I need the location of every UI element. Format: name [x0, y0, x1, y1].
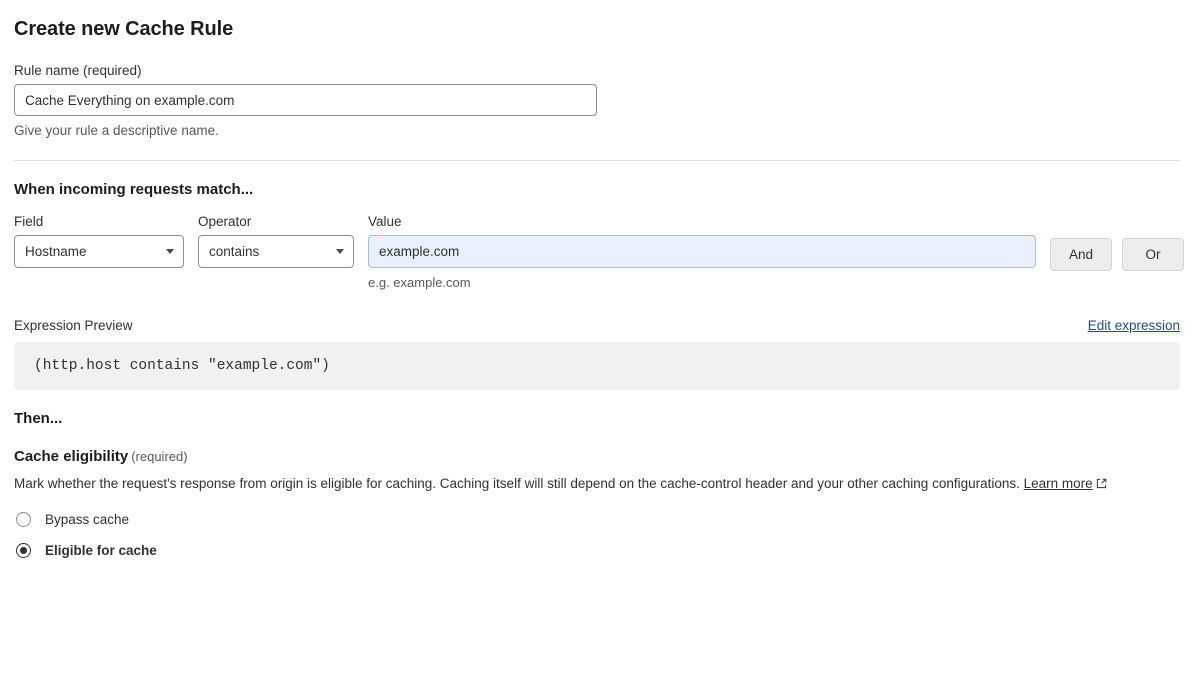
rule-name-help: Give your rule a descriptive name. [14, 123, 219, 138]
value-column [368, 214, 1036, 290]
match-section-title: When incoming requests match... [14, 181, 254, 198]
description-text: Mark whether the request's response from origin is eligible for caching. Caching itself will still depend on the cache-control header and your other caching configurations. [14, 476, 1024, 491]
operator-select-value: contains [209, 244, 260, 259]
field-select-value: Hostname [25, 244, 87, 259]
radio-label: Eligible for cache [45, 542, 157, 558]
field-select[interactable] [14, 235, 184, 268]
rule-name-label: Rule name (required) [14, 63, 142, 78]
logic-buttons [1050, 214, 1184, 271]
radio-selected-icon [16, 543, 31, 558]
expression-preview-box: (http.host contains "example.com") [14, 342, 1180, 390]
chevron-down-icon [336, 249, 344, 254]
cache-eligibility-required: (required) [131, 449, 188, 464]
field-label: Field [14, 214, 44, 229]
match-row [14, 214, 1180, 290]
page-title: Create new Cache Rule [14, 18, 234, 40]
edit-expression-link[interactable]: Edit expression [1087, 318, 1180, 333]
operator-label: Operator [198, 214, 252, 229]
or-button[interactable]: Or [1122, 238, 1184, 271]
value-help: e.g. example.com [368, 275, 471, 290]
value-input[interactable] [368, 235, 1036, 268]
section-divider [14, 160, 1180, 161]
radio-icon [16, 512, 31, 527]
rule-name-input[interactable] [14, 84, 597, 116]
chevron-down-icon [166, 249, 174, 254]
radio-eligible-for-cache[interactable] [14, 543, 1180, 558]
learn-more-link[interactable]: Learn more [1023, 476, 1093, 491]
expression-header [14, 318, 1180, 333]
value-label: Value [368, 214, 402, 229]
expression-preview-label: Expression Preview [14, 318, 133, 333]
cache-eligibility-description [14, 474, 1180, 496]
cache-eligibility-title [14, 448, 1180, 465]
operator-column [198, 214, 354, 268]
external-link-icon [1096, 475, 1107, 496]
radio-bypass-cache[interactable] [14, 512, 1180, 527]
cache-eligibility-heading: Cache eligibility [14, 448, 129, 465]
and-button[interactable]: And [1050, 238, 1112, 271]
radio-label: Bypass cache [45, 511, 130, 527]
then-title: Then... [14, 410, 63, 427]
field-column [14, 214, 184, 268]
operator-select[interactable] [198, 235, 354, 268]
